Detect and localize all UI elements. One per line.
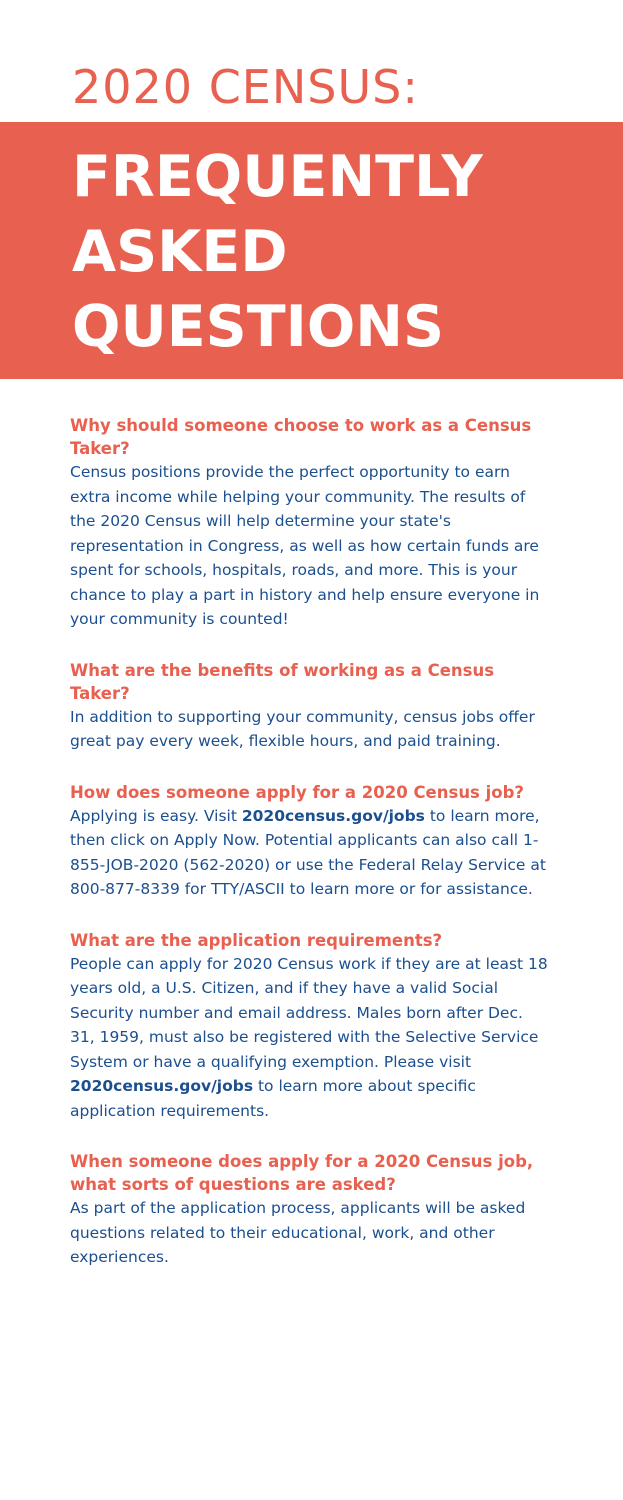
faq-item: [70, 929, 550, 1124]
jobs-link[interactable]: 2020census.gov/jobs: [241, 806, 425, 825]
faq-item: [70, 1150, 550, 1270]
banner-line-questions: QUESTIONS: [72, 294, 445, 360]
banner-line-frequently: FREQUENTLY: [72, 144, 483, 210]
faq-answer: As part of the application process, applicants will be asked questions related to their educational, work, and other experiences.: [70, 1199, 526, 1266]
faq-question: When someone does apply for a 2020 Census job, what sorts of questions are asked?: [70, 1152, 534, 1194]
banner-heading: [72, 140, 483, 365]
faq-question: What are the benefits of working as a Census Taker?: [70, 660, 495, 703]
jobs-link[interactable]: 2020census.gov/jobs: [70, 1077, 254, 1095]
faq-answer: In addition to supporting your community, census jobs offer great pay every week, flexible hours, and paid training.: [70, 707, 535, 750]
faq-item: [70, 781, 550, 902]
faq-question: Why should someone choose to work as a Census Taker?: [70, 416, 532, 458]
faq-item: [70, 659, 550, 754]
faq-answer: People can apply for 2020 Census work if they are at least 18 years old, a U.S. Citizen, and if they have a valid Social Security number and email address. Males born after Dec. 31, 1959, must also be registered with the Selective Service System or have a qualifying exemption. Please visit 2020census.gov/jobs to learn more about specific application requirements.: [70, 954, 548, 1120]
faq-answer: Census positions provide the perfect opportunity to earn extra income while helping your community. The results of the 2020 Census will help determine your state's representation in Congress, as well as how certain funds are spent for schools, hospitals, roads, and more. This is your chance to play a part in history and help ensure everyone in your community is counted!: [70, 463, 540, 628]
faq-answer: Applying is easy. Visit 2020census.gov/jobs to learn more, then click on Apply Now. Potential applicants can also call 1-855-JOB-2020 (562-2020) or use the Federal Relay Service at 800-877-8339 for TTY/ASCII to learn more or for assistance.: [70, 806, 546, 898]
faq-item: [70, 414, 550, 632]
faq-question: What are the application requirements?: [70, 930, 443, 950]
faq-question: How does someone apply for a 2020 Census job?: [70, 782, 524, 802]
banner-line-asked: ASKED: [72, 219, 288, 285]
title-banner: [0, 122, 623, 379]
faq-list: [70, 414, 550, 1297]
census-title: 2020 CENSUS:: [72, 60, 419, 114]
